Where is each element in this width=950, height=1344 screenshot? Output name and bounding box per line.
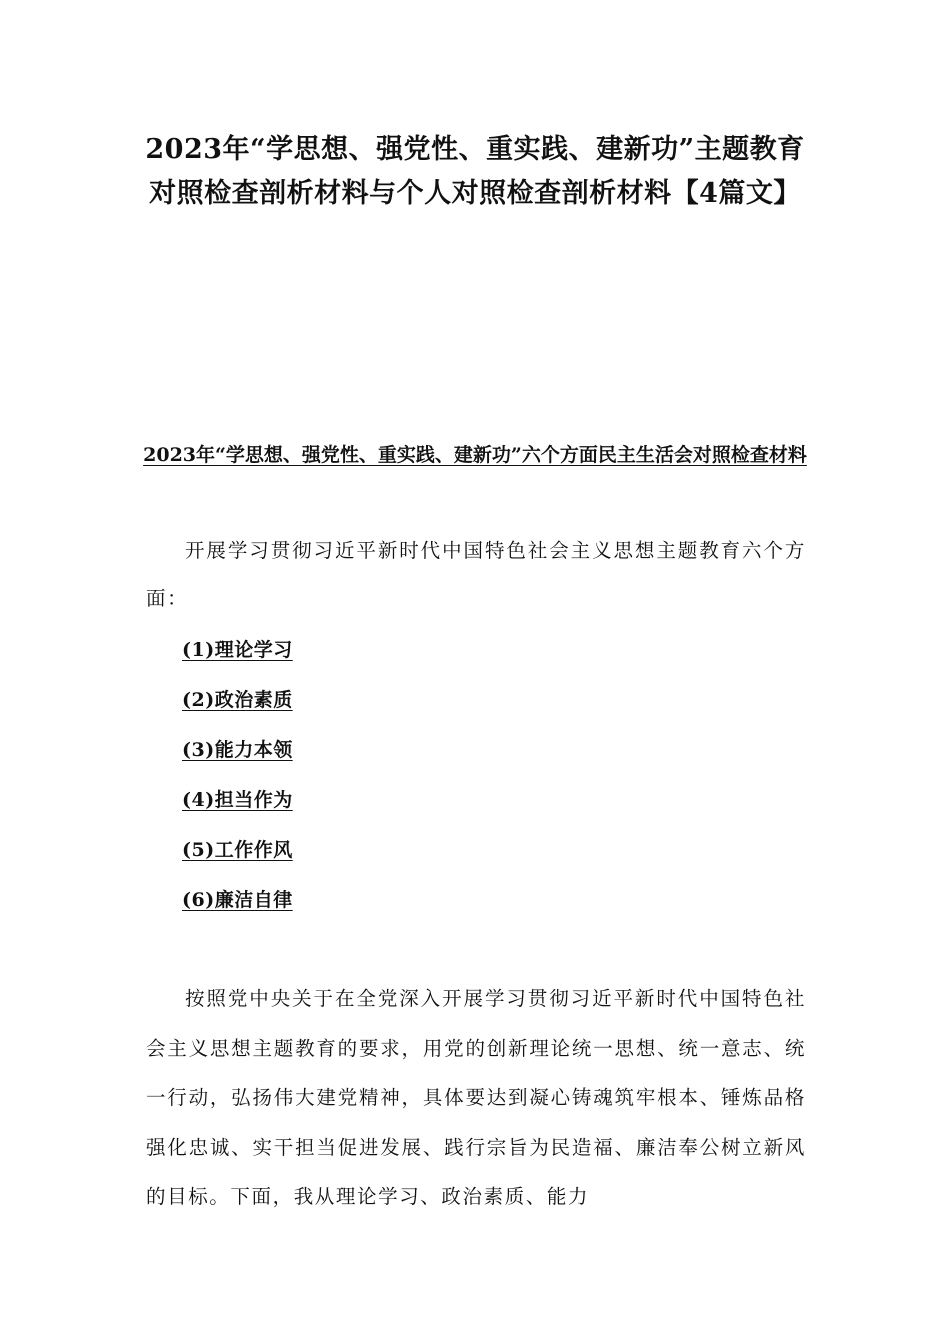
document-title: 2023年“学思想、强党性、重实践、建新功”主题教育对照检查剖析材料与个人对照检查剖析材料【4篇文】	[145, 134, 805, 209]
aspect-item-6: (6)廉洁自律	[182, 889, 293, 911]
intro-paragraph: 开展学习贯彻习近平新时代中国特色社会主义思想主题教育六个方面：	[146, 539, 806, 610]
body-paragraph: 按照党中央关于在全党深入开展学习贯彻习近平新时代中国特色社会主义思想主题教育的要求，用党的创新理论统一思想、统一意志、统一行动，弘扬伟大建党精神，具体要达到凝心铸魂筑牢根本、锤炼品格强化忠诚、实干担当促进发展、践行宗旨为民造福、廉洁奉公树立新风的目标。下面，我从理论学习、政治素质、能力	[146, 987, 806, 1208]
aspect-item-5: (5)工作作风	[182, 839, 293, 861]
aspect-item-1: (1)理论学习	[182, 639, 293, 661]
aspect-item-2: (2)政治素质	[182, 689, 293, 711]
aspect-list	[182, 625, 293, 925]
section-title: 2023年“学思想、强党性、重实践、建新功”六个方面民主生活会对照检查材料	[143, 444, 807, 466]
aspect-item-4: (4)担当作为	[182, 789, 293, 811]
aspect-item-3: (3)能力本领	[182, 739, 293, 761]
